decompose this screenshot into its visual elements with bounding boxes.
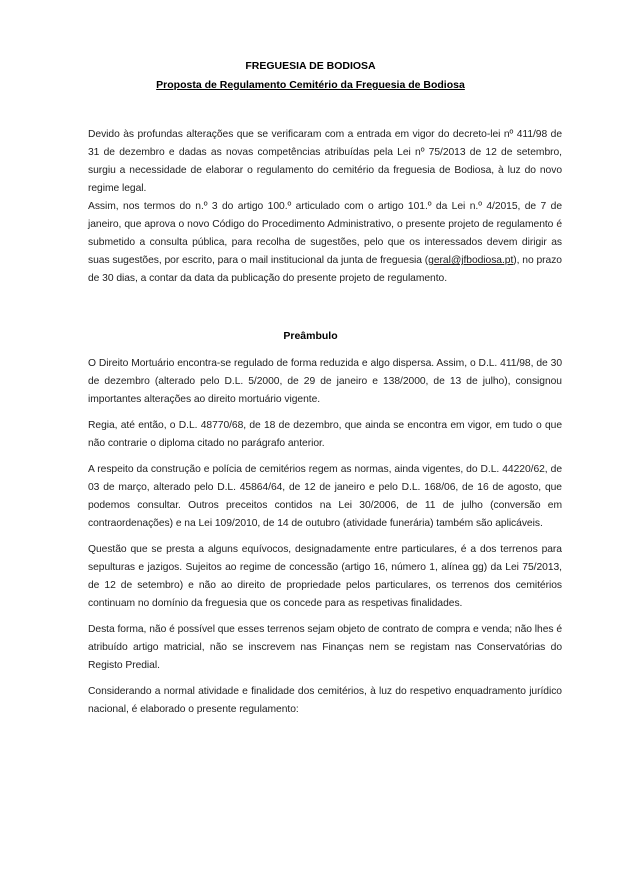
preamble-paragraph: A respeito da construção e polícia de cemitérios regem as normas, ainda vigentes, do D.L. 44220/62, de 03 de março, alterado pelo D.L. 45864/64, de 12 de janeiro e pelo D.L. 168/06, de 16 de agosto, que podemos consultar. Outros preceitos contidos na Lei 30/2006, de 11 de julho (conversão em contraordenações) e na Lei 109/2010, de 14 de outubro (atividade funerária) também são aplicáveis. — [88, 464, 562, 529]
intro-paragraph: Devido às profundas alterações que se verificaram com a entrada em vigor do decreto-lei nº 411/98 de 31 de dezembro e dadas as novas competências atribuídas pela Lei nº 75/2013 de 12 de setembro, surgiu a necessidade de elaborar o regulamento do cemitério da freguesia de Bodiosa, à luz do novo regime legal. — [88, 129, 562, 194]
preamble-paragraph: O Direito Mortuário encontra-se regulado de forma reduzida e algo dispersa. Assim, o D.L. 411/98, de 30 de dezembro (alterado pelo D.L. 5/2000, de 29 de janeiro e 138/2000, de 13 de julho), consignou importantes alterações ao direito mortuário vigente. — [88, 358, 562, 405]
preamble-paragraph: Questão que se presta a alguns equívocos, designadamente entre particulares, é a dos terrenos para sepulturas e jazigos. Sujeitos ao regime de concessão (artigo 16, número 1, alínea gg) da Lei 75/2013, de 12 de setembro) e não ao direito de propriedade pelos particulares, os terrenos dos cemitérios continuam no domínio da freguesia que os concede para as respetivas finalidades. — [88, 544, 562, 609]
intro-section — [88, 126, 562, 288]
preamble-paragraph: Regia, até então, o D.L. 48770/68, de 18 de dezembro, que ainda se encontra em vigor, em tudo o que não contrarie o diploma citado no parágrafo anterior. — [88, 420, 562, 449]
intro-text: ), no prazo de 30 dias, a contar da data da publicação do presente projeto de regulamento. — [88, 255, 562, 284]
intro-text: Assim, nos termos do n.º 3 do artigo 100.º articulado com o artigo 101.º da Lei n.º 4/2015, de 7 de janeiro, que aprova o novo Código do Procedimento Administrativo, o presente projeto de regulamento é submetido a consulta pública, para recolha de sugestões, pelo que os interessados devem dirigir as suas sugestões, por escrito, para o mail institucional da junta de freguesia ( — [88, 201, 562, 266]
document-subtitle: Proposta de Regulamento Cemitério da Freguesia de Bodiosa — [156, 79, 465, 91]
intro-paragraph — [88, 198, 562, 288]
email-link[interactable]: geral@jfbodiosa.pt — [428, 255, 514, 266]
preamble-section — [88, 355, 562, 727]
preamble-paragraph: Considerando a normal atividade e finalidade dos cemitérios, à luz do respetivo enquadramento jurídico nacional, é elaborado o presente regulamento: — [88, 686, 562, 715]
document-title: FREGUESIA DE BODIOSA — [245, 60, 376, 72]
preamble-paragraph: Desta forma, não é possível que esses terrenos sejam objeto de contrato de compra e venda; não lhes é atribuído artigo matricial, não se inscrevem nas Finanças nem se registam nas Conservatórias do Registo Predial. — [88, 624, 562, 671]
preamble-heading: Preâmbulo — [283, 330, 338, 342]
